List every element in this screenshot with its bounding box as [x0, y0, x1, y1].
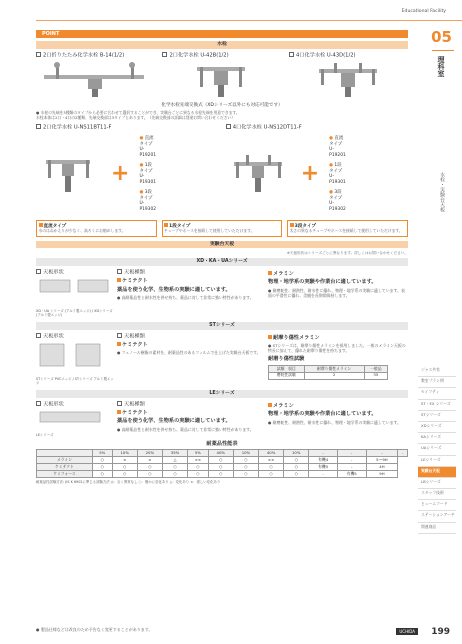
series-header: LEシリーズ	[36, 390, 408, 398]
resistance-subhead: 35%	[162, 450, 187, 457]
chapter-number: 05	[431, 28, 452, 46]
side-nav-item[interactable]: セイフティ	[418, 388, 456, 399]
material-1: 天板種類 ケミテクト 薬品を使う化学、生物系の実験に適しています。 ● 高耐薬品性と耐水性を併せ持ち、薬品に対して非常に強い特性があります。	[117, 269, 265, 318]
resistance-subhead: -	[309, 450, 338, 457]
resistance-subhead: 40%	[208, 450, 233, 457]
company-logo: UCHIDA	[396, 628, 418, 635]
abrasion-table-title: 耐磨り傷性試験	[268, 356, 305, 363]
side-nav-item[interactable]: ヒュームフード	[418, 500, 456, 511]
shape-images	[36, 408, 114, 433]
resistance-subhead	[37, 450, 93, 457]
shape-caption: XD・UA シリーズ (アルミ製エッジ) / XDシリーズ (アルミ製エッジ)	[36, 308, 113, 318]
series-row	[36, 269, 408, 318]
resistance-subhead: 5%	[188, 450, 209, 457]
chapter-title: 理科室	[437, 56, 445, 77]
parts-left-title[interactable]: 2口化学水栓 U-NS11BT11-F	[36, 124, 218, 131]
side-nav-item[interactable]: XDシリーズ	[418, 422, 456, 433]
checkbox-icon	[36, 52, 41, 57]
side-nav-item[interactable]: KAシリーズ	[418, 433, 456, 444]
side-nav-item[interactable]: ジャス共有	[418, 366, 456, 377]
resistance-subhead: -	[366, 450, 398, 457]
chapter-subtitle: 水栓・実験台天板	[439, 172, 445, 212]
top-category: Educational Facility	[401, 9, 446, 14]
footer-note: ● 製品仕様などは改良のため予告なく変更することがあります。	[36, 627, 153, 632]
parts-left-item: ● 1段タイプ U-P19301	[139, 163, 157, 185]
table-row: メラミン ○ × × △ ×× ○ ○ ×× ○ 有機4 - 5〜9H	[37, 457, 408, 464]
faucet-base-image	[226, 152, 291, 196]
sink-note: ※天板形状はシリーズごとに異なります。詳しくはお問い合わせください。	[286, 251, 408, 256]
parts-right-list	[329, 131, 346, 217]
faucet-option-3[interactable]: 4口化学水栓 U-43D(1/2)	[289, 52, 408, 101]
faucet-options	[36, 52, 408, 101]
resistance-subhead: 10%	[233, 450, 258, 457]
faucet-image-3	[289, 61, 408, 101]
side-nav-item[interactable]: ステーションアーチ	[418, 511, 456, 522]
material-2: 耐摩り傷性メラミン ● STシリーズは、耐摩り傷性メラミンを採用しました。一般のメラミン天板の特長に加えて、優れた耐摩り傷性を持ちます。 耐磨り傷性試験 試験 項目 耐摩り傷性メラミン 一般品 磨耗性試験 2 35	[268, 333, 408, 386]
parts-right-block	[226, 124, 408, 217]
material-1: 天板種類 ケミテクト ● フェノール樹脂の素材を、耐薬品性のあるフィルムで仕上げた実験台天板です。	[117, 333, 265, 386]
parts-right-item: ● 直流タイプ U-P19201	[329, 136, 346, 158]
resistance-subhead: 10%	[284, 450, 309, 457]
side-nav-item[interactable]: UAシリーズ	[418, 444, 456, 455]
side-nav-item[interactable]: スタッフ技術	[418, 489, 456, 500]
resistance-legend: 耐薬品性試験方法: JIS K 6902に準じる試験方法 ◎：全く異常なし ○：僅かに変化あり △：変化あり ×：著しい変化あり	[36, 480, 221, 485]
faucet-image-1	[36, 61, 155, 101]
parts-left-item: ● 3段タイプ U-P19302	[139, 190, 157, 212]
shape-column	[36, 333, 114, 386]
faucet-image-2	[162, 61, 281, 101]
faucet-base-image	[36, 152, 101, 196]
material-2: メラミン 物理・地学系の実験や作業台に適しています。 ● 耐磨耗性、耐熱性、耐水性に優れ、物理・地学系の実験に適しています。表面の平滑性に優れ、美観を長期間保持します。	[268, 270, 405, 299]
parts-right-item: ● 1段タイプ U-P19301	[329, 163, 346, 185]
shape-column	[36, 269, 114, 318]
side-nav-item[interactable]: STシリーズ	[418, 411, 456, 422]
shape-images	[36, 340, 114, 377]
content	[36, 30, 408, 485]
type-box: 3段タイプ 太さの異なるチューブやホースを接続して使用していただけます。	[287, 220, 408, 236]
table-row: ケミフォース ○ ○ ○ ○ ○ ○ ○ ○ ○ - 有機5 9H	[37, 471, 408, 478]
shape-caption: STシリーズ PVCエッジ / STシリーズ アルミ製エッジ	[36, 376, 114, 386]
faucet-bullet-1: ● 水栓の先端を3種類のタイプから必要に合わせて選択することができ、実験台ごとに異なる水栓先端を用意できます。	[36, 109, 240, 115]
faucet-option-1[interactable]: 2口折りたたみ化学水栓 B-14(1/2)	[36, 52, 155, 101]
checkbox-icon	[162, 52, 167, 57]
point-header: POINT	[36, 30, 408, 38]
material-option[interactable]: 天板種類	[117, 269, 265, 276]
resistance-subhead: -	[337, 450, 366, 457]
checkbox-icon	[226, 124, 231, 129]
resistance-subhead: -	[398, 450, 408, 457]
parts-left-item: ● 直流タイプ U-P19201	[139, 136, 157, 158]
chapter-rule	[432, 50, 454, 51]
side-nav-item[interactable]: 関連商品	[418, 523, 456, 534]
series-header: XD・KA・UAシリーズ	[36, 258, 408, 266]
faucet-option-2[interactable]: 2口化学水栓 U-42B(1/2)	[162, 52, 281, 101]
shape-option[interactable]: 天板形状	[36, 269, 114, 276]
side-nav-item[interactable]: 実験台天板	[418, 467, 456, 478]
shape-caption: LEシリーズ	[36, 432, 54, 437]
parts-row	[36, 124, 408, 217]
abrasion-table: 試験 項目 耐摩り傷性メラミン 一般品 磨耗性試験 2 35	[268, 365, 388, 380]
side-nav-item[interactable]: LEシリーズ	[418, 456, 456, 467]
side-nav	[418, 366, 456, 534]
resistance-table	[36, 449, 408, 478]
sink-header: 実験台天板	[36, 241, 408, 249]
resistance-subhead: 5%	[92, 450, 112, 457]
table-row: ケミテクト ○ ○ ○ ○ ○ ○ ○ ○ ○ 有機5 - 4H	[37, 464, 408, 471]
material-option[interactable]: 天板種類	[117, 333, 265, 340]
side-nav-item[interactable]: 教室プラン例	[418, 377, 456, 388]
resistance-subhead: 40%	[259, 450, 284, 457]
plus-icon: +	[111, 161, 130, 187]
side-nav-item[interactable]: LBシリーズ	[418, 478, 456, 489]
side-nav-item[interactable]: ST・EX シリーズ	[418, 400, 456, 411]
shape-images	[36, 276, 114, 309]
parts-left-list	[139, 131, 156, 217]
material-option[interactable]: 天板種類	[117, 401, 265, 408]
parts-right-title[interactable]: 4口化学水栓 U-NS12DT11-F	[226, 124, 408, 131]
shape-column	[36, 401, 114, 437]
shape-option[interactable]: 天板形状	[36, 401, 114, 408]
resistance-subhead: 10%	[112, 450, 137, 457]
top-rule	[36, 20, 462, 21]
type-box: 1段タイプ チューブやホースを接続して使用していただけます。	[162, 220, 283, 236]
plus-icon: +	[300, 161, 320, 187]
parts-right-item: ● 3段タイプ U-P19302	[329, 190, 346, 212]
resistance-title: 耐薬品性能表	[206, 440, 238, 447]
faucet-bullet-2: 水栓本体は2口・4口の2種類、先端交換部は3タイプとあります。（先端交換部の詳細は別途お問い合わせください）	[36, 114, 236, 120]
checkbox-icon	[36, 124, 41, 129]
series-row	[36, 333, 408, 386]
resistance-subhead: 20%	[137, 450, 162, 457]
checkbox-icon	[289, 52, 294, 57]
type-box: 直流タイプ 水のはねかえりが少なく、高ろくにお勧めします。	[36, 220, 157, 236]
series-row	[36, 401, 408, 437]
faucet-note: 化学水栓先端交換式（XDシリーズ以外にも対応可能です）	[161, 103, 283, 109]
material-1: 天板種類 ケミテクト 薬品を使う化学、生物系の実験に適しています。 ● 高耐薬品性と耐水性を併せ持ち、薬品に対して非常に強い特性があります。	[117, 401, 265, 437]
faucet-header: 水栓	[36, 41, 408, 49]
material-2: メラミン 物理・地学系の実験や作業台に適しています。 ● 耐磨耗性、耐熱性、耐水性に優れ、物理・地学系の実験に適しています。	[268, 402, 401, 425]
series-header: STシリーズ	[36, 322, 408, 330]
page-number: 199	[431, 626, 450, 637]
parts-left-block	[36, 124, 218, 217]
type-row	[36, 220, 408, 236]
shape-option[interactable]: 天板形状	[36, 333, 114, 340]
